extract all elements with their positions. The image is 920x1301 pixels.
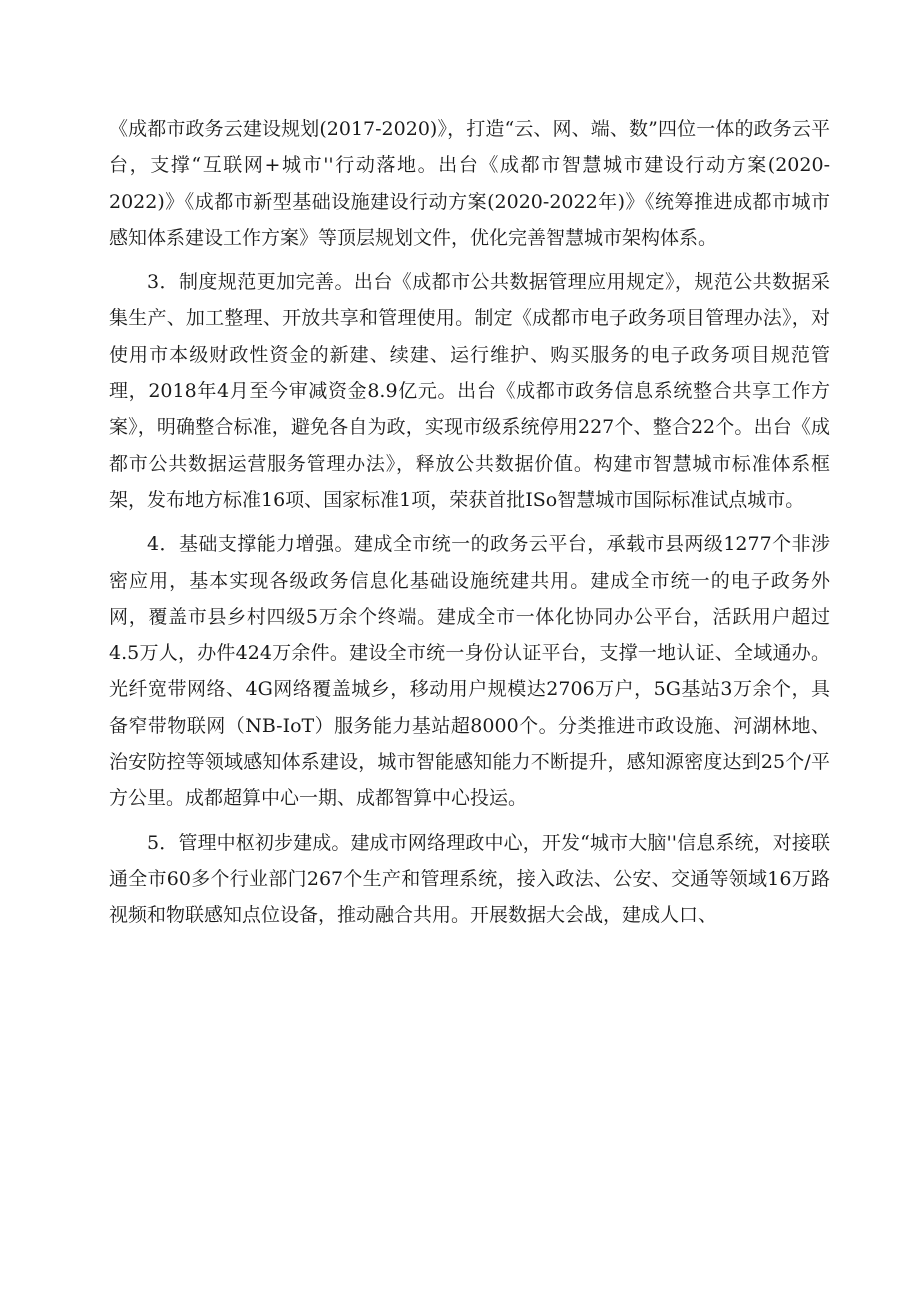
paragraph-item-4-infrastructure: 4．基础支撑能力增强。建成全市统一的政务云平台，承载市县两级1277个非涉密应用，基本实现各级政务信息化基础设施统建共用。建成全市统一的电子政务外网，覆盖市县乡村四级5万余个终端。建成全市一体化协同办公平台，活跃用户超过4.5万人，办件424万余件。建设全市统一身份认证平台，支撑一地认证、全域通办。光纤宽带网络、4G网络覆盖城乡，移动用户规模达2706万户，5G基站3万余个，具备窄带物联网（NB-IoT）服务能力基站超8000个。分类推进市政设施、河湖林地、治安防控等领域感知体系建设，城市智能感知能力不断提升，感知源密度达到25个/平方公里。成都超算中心一期、成都智算中心投运。 bbox=[109, 533, 830, 810]
paragraph-item-3-regulations: 3．制度规范更加完善。出台《成都市公共数据管理应用规定》，规范公共数据采集生产、加工整理、开放共享和管理使用。制定《成都市电子政务项目管理办法》，对使用市本级财政性资金的新建、续建、运行维护、购买服务的电子政务项目规范管理，2018年4月至今审减资金8.9亿元。出台《成都市政务信息系统整合共享工作方案》，明确整合标准，避免各自为政，实现市级系统停用227个、整合22个。出台《成都市公共数据运营服务管理办法》，释放公共数据价值。构建市智慧城市标准体系框架，发布地方标准16项、国家标准1项，荣获首批ISo智慧城市国际标准试点城市。 bbox=[109, 271, 830, 511]
paragraph-item-5-management-hub: 5．管理中枢初步建成。建成市网络理政中心，开发“城市大脑''信息系统，对接联通全市60多个行业部门267个生产和管理系统，接入政法、公安、交通等领域16万路视频和物联感知点位设备，推动融合共用。开展数据大会战，建成人口、 bbox=[109, 831, 830, 927]
paragraph-planning-continuation: 《成都市政务云建设规划(2017-2020)》，打造“云、网、端、数”四位一体的政务云平台，支撑“互联网+城市''行动落地。出台《成都市智慧城市建设行动方案(2020-2022)》《成都市新型基础设施建设行动方案(2020-2022年)》《统筹推进成都市城市感知体系建设工作方案》等顶层规划文件，优化完善智慧城市架构体系。 bbox=[109, 118, 830, 249]
